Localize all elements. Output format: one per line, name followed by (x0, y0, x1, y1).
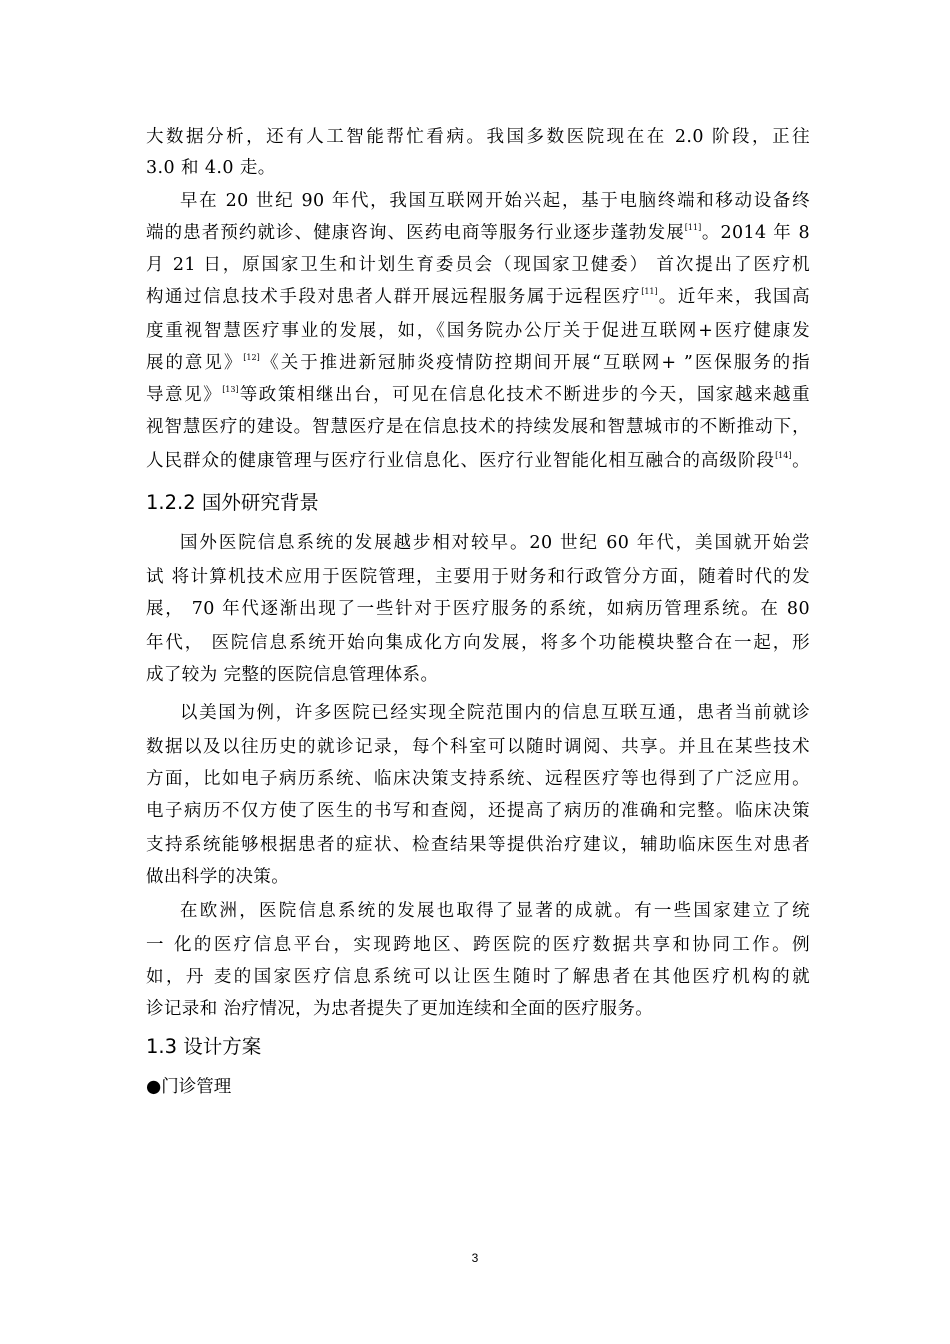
citation-ref: [11] (684, 223, 702, 232)
citation-ref: [12] (243, 353, 260, 362)
p5-line-3: 如，丹 麦的国家医疗信息系统可以让医生随时了解患者在其他医疗机构的就 (146, 967, 810, 987)
p2-line-4: 构通过信息技术手段对患者人群开展远程服务属于远程医疗[11]。近年来，我国高 (146, 287, 810, 307)
p2-line-9: 人民群众的健康管理与医疗行业信息化、医疗行业智能化相互融合的高级阶段[14]。 (146, 451, 810, 471)
p2-line-7: 导意见》[13]等政策相继出台，可见在信息化技术不断进步的今天，国家越来越重 (146, 385, 810, 405)
p2-line-5: 度重视智慧医疗事业的发展，如，《国务院办公厅关于促进互联网+医疗健康发 (146, 321, 810, 341)
p4-line-3: 方面，比如电子病历系统、临床决策支持系统、远程医疗等也得到了广泛应用。 (146, 769, 810, 789)
bullet-item-outpatient: ●门诊管理 (146, 1077, 232, 1097)
p2-line-8: 视智慧医疗的建设。智慧医疗是在信息技术的持续发展和智慧城市的不断推动下， (146, 417, 810, 437)
p3-line-2: 试 将计算机技术应用于医院管理，主要用于财务和行政管分方面，随着时代的发 (146, 567, 810, 587)
p4-line-6: 做出科学的决策。 (146, 867, 290, 887)
p5-line-2: 一 化的医疗信息平台，实现跨地区、跨医院的医疗数据共享和协同工作。例 (146, 935, 810, 955)
citation-ref: [14] (775, 451, 792, 460)
p4-line-1: 以美国为例，许多医院已经实现全院范围内的信息互联互通，患者当前就诊 (180, 703, 810, 723)
p2-line-2: 端的患者预约就诊、健康咨询、医药电商等服务行业逐步蓬勃发展[11]。2014 年 8 (146, 223, 810, 243)
citation-ref: [13] (222, 385, 239, 394)
p2-line-1: 早在 20 世纪 90 年代，我国互联网开始兴起，基于电脑终端和移动设备终 (180, 191, 810, 211)
p3-line-5: 成了较为 完整的医院信息管理体系。 (146, 665, 439, 685)
page-number: 3 (471, 1251, 479, 1265)
p4-line-4: 电子病历不仅方使了医生的书写和查阅，还提高了病历的准确和完整。临床决策 (146, 801, 810, 821)
section-heading-1-3: 1.3 设计方案 (146, 1035, 262, 1058)
p2-line-3: 月 21 日，原国家卫生和计划生育委员会（现国家卫健委） 首次提出了医疗机 (146, 255, 810, 275)
p3-line-4: 年代， 医院信息系统开始向集成化方向发展，将多个功能模块整合在一起，形 (146, 633, 810, 653)
p2-line-6: 展的意见》[12]《关于推进新冠肺炎疫情防控期间开展“互联网+ ”医保服务的指 (146, 353, 811, 373)
citation-ref: [11] (641, 287, 658, 296)
p4-line-5: 支持系统能够根据患者的症状、检查结果等提供治疗建议，辅助临床医生对患者 (146, 835, 810, 855)
p1-line-2: 3.0 和 4.0 走。 (146, 158, 276, 178)
p5-line-1: 在欧洲，医院信息系统的发展也取得了显著的成就。有一些国家建立了统 (180, 901, 810, 921)
p5-line-4: 诊记录和 治疗情况，为忠者提失了更加连续和全面的医疗服务。 (146, 999, 654, 1019)
p4-line-2: 数据以及以往历史的就诊记录，每个科室可以随时调阅、共享。并且在某些技术 (146, 737, 810, 757)
p1-line-1: 大数据分析，还有人工智能帮忙看病。我国多数医院现在在 2.0 阶段，正往 (146, 127, 810, 147)
p3-line-1: 国外医院信息系统的发展越步相对较早。20 世纪 60 年代，美国就开始尝 (180, 533, 810, 553)
section-heading-1-2-2: 1.2.2 国外研究背景 (146, 491, 319, 514)
p3-line-3: 展， 70 年代逐渐出现了一些针对于医疗服务的系统，如病历管理系统。在 80 (146, 599, 810, 619)
